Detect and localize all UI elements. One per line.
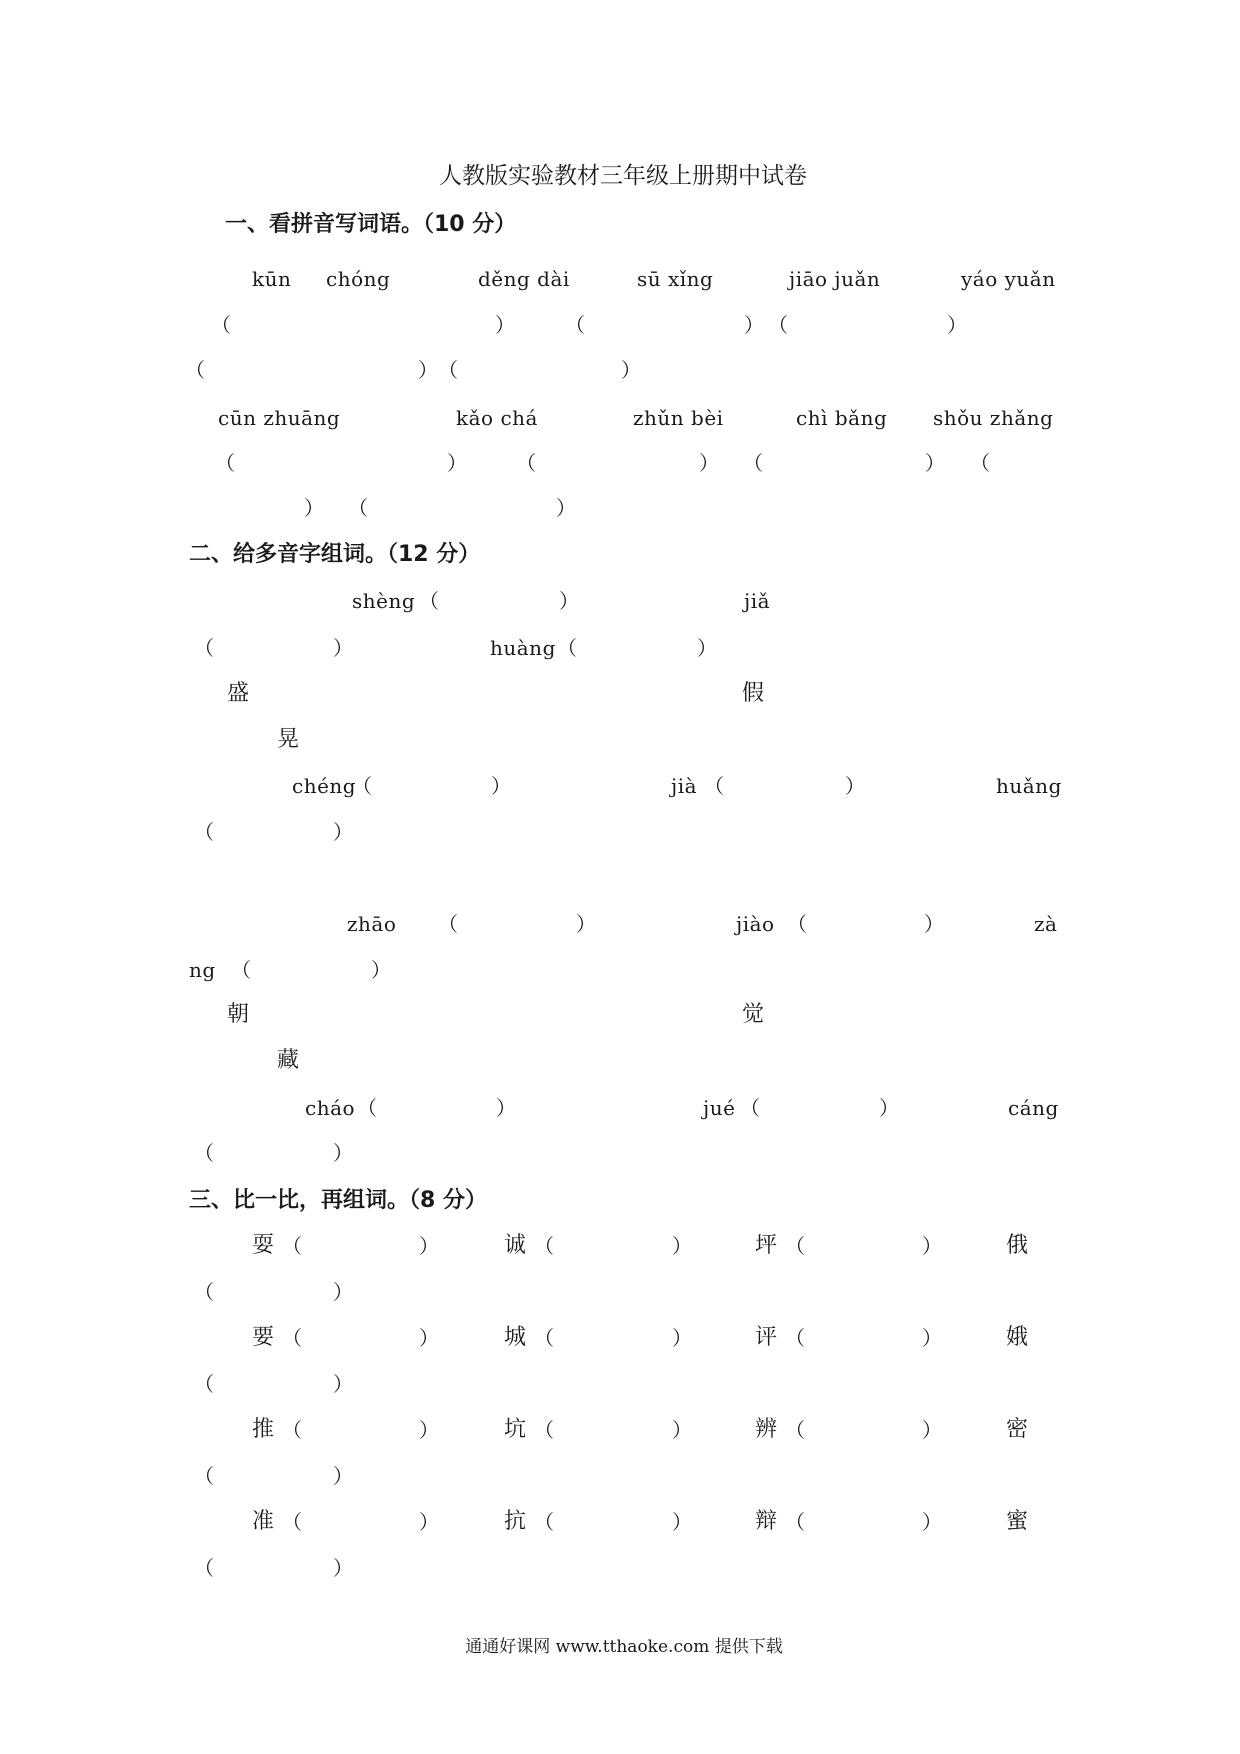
reading-label: jué xyxy=(703,1096,736,1120)
answer-paren-open: （ xyxy=(231,958,251,982)
answer-paren-open: （ xyxy=(194,1464,214,1488)
compare-char: 娥 xyxy=(1006,1325,1029,1350)
answer-paren-close: ） xyxy=(576,912,596,936)
answer-paren-open: （ xyxy=(185,358,205,382)
answer-paren-close: ） xyxy=(333,1280,353,1304)
compare-char: 抗 xyxy=(504,1509,527,1534)
answer-paren-open: （ xyxy=(357,1096,377,1120)
answer-paren-close: ） xyxy=(333,1464,353,1488)
answer-paren-open: （ xyxy=(970,451,990,475)
answer-paren-close: ） xyxy=(672,1510,692,1534)
polyphone-char: 觉 xyxy=(742,1002,765,1027)
reading-label: huàng xyxy=(490,636,556,660)
answer-paren-close: ） xyxy=(845,774,865,798)
answer-paren-close: ） xyxy=(922,1326,942,1350)
pinyin-label: sū xǐng xyxy=(637,267,714,291)
answer-paren-close: ） xyxy=(672,1326,692,1350)
polyphone-char: 盛 xyxy=(227,681,250,706)
answer-paren-open: （ xyxy=(785,1234,805,1258)
reading-label: jiào xyxy=(736,912,775,936)
answer-paren-close: ） xyxy=(672,1418,692,1442)
reading-label: chéng xyxy=(292,774,357,798)
reading-label: jià xyxy=(671,774,698,798)
answer-paren-open: （ xyxy=(768,313,788,337)
answer-paren-open: （ xyxy=(194,1280,214,1304)
pinyin-label: chóng xyxy=(326,267,391,291)
answer-paren-open: （ xyxy=(534,1234,554,1258)
compare-char: 密 xyxy=(1006,1417,1029,1442)
answer-paren-open: （ xyxy=(282,1510,302,1534)
compare-char: 辨 xyxy=(755,1417,778,1442)
answer-paren-open: （ xyxy=(215,451,235,475)
answer-paren-close: ） xyxy=(697,636,717,660)
answer-paren-open: （ xyxy=(534,1510,554,1534)
answer-paren-open: （ xyxy=(557,636,577,660)
reading-label: cháo xyxy=(305,1096,356,1120)
pinyin-label: jiāo juǎn xyxy=(789,267,881,291)
compare-char: 诚 xyxy=(504,1233,527,1258)
answer-paren-close: ） xyxy=(559,589,579,613)
exam-title: 人教版实验教材三年级上册期中试卷 xyxy=(439,163,807,189)
answer-paren-open: （ xyxy=(785,1510,805,1534)
answer-paren-open: （ xyxy=(194,1372,214,1396)
answer-paren-open: （ xyxy=(516,451,536,475)
answer-paren-close: ） xyxy=(419,1510,439,1534)
answer-paren-close: ） xyxy=(925,451,945,475)
answer-paren-close: ） xyxy=(419,1326,439,1350)
compare-char: 评 xyxy=(755,1325,778,1350)
polyphone-char: 假 xyxy=(742,681,765,706)
polyphone-char: 晃 xyxy=(277,727,300,752)
compare-char: 辩 xyxy=(755,1509,778,1534)
pinyin-label: shǒu zhǎng xyxy=(933,406,1054,430)
pinyin-label: cūn zhuāng xyxy=(218,406,341,430)
pinyin-label: yáo yuǎn xyxy=(961,267,1056,291)
answer-paren-close: ） xyxy=(922,1418,942,1442)
answer-paren-close: ） xyxy=(922,1234,942,1258)
answer-paren-open: （ xyxy=(565,313,585,337)
answer-paren-close: ） xyxy=(333,1372,353,1396)
pinyin-label: zhǔn bèi xyxy=(633,406,724,430)
answer-paren-close: ） xyxy=(699,451,719,475)
answer-paren-close: ） xyxy=(947,313,967,337)
answer-paren-open: （ xyxy=(194,636,214,660)
answer-paren-open: （ xyxy=(352,774,372,798)
answer-paren-open: （ xyxy=(787,912,807,936)
polyphone-char: 藏 xyxy=(277,1048,300,1073)
answer-paren-close: ） xyxy=(419,1418,439,1442)
reading-label: cáng xyxy=(1008,1096,1059,1120)
answer-paren-open: （ xyxy=(282,1326,302,1350)
answer-paren-open: （ xyxy=(704,774,724,798)
reading-label: huǎng xyxy=(996,774,1062,798)
answer-paren-open: （ xyxy=(194,820,214,844)
reading-label: jiǎ xyxy=(744,589,771,613)
compare-char: 坑 xyxy=(504,1417,527,1442)
answer-paren-close: ） xyxy=(879,1096,899,1120)
answer-paren-open: （ xyxy=(534,1326,554,1350)
compare-char: 城 xyxy=(504,1325,527,1350)
answer-paren-open: （ xyxy=(282,1418,302,1442)
answer-paren-open: （ xyxy=(534,1418,554,1442)
answer-paren-open: （ xyxy=(785,1418,805,1442)
compare-char: 准 xyxy=(252,1509,275,1534)
compare-char: 推 xyxy=(252,1417,275,1442)
section-2-heading: 二、给多音字组词。（12 分） xyxy=(189,542,481,567)
answer-paren-open: （ xyxy=(740,1096,760,1120)
footer-credit: 通通好课网 www.tthaoke.com 提供下载 xyxy=(465,1637,783,1657)
answer-paren-close: ） xyxy=(621,358,641,382)
reading-label: zà xyxy=(1034,912,1058,936)
reading-label: ng xyxy=(189,958,216,982)
answer-paren-close: ） xyxy=(496,1096,516,1120)
answer-paren-close: ） xyxy=(418,358,438,382)
answer-paren-close: ） xyxy=(333,1141,353,1165)
answer-paren-open: （ xyxy=(194,1141,214,1165)
answer-paren-open: （ xyxy=(438,912,458,936)
answer-paren-close: ） xyxy=(333,820,353,844)
polyphone-char: 朝 xyxy=(227,1002,250,1027)
answer-paren-open: （ xyxy=(211,313,231,337)
compare-char: 俄 xyxy=(1006,1233,1029,1258)
answer-paren-close: ） xyxy=(672,1234,692,1258)
answer-paren-close: ） xyxy=(924,912,944,936)
answer-paren-open: （ xyxy=(785,1326,805,1350)
compare-char: 蜜 xyxy=(1006,1509,1029,1534)
answer-paren-open: （ xyxy=(419,589,439,613)
answer-paren-close: ） xyxy=(304,496,324,520)
answer-paren-close: ） xyxy=(419,1234,439,1258)
answer-paren-close: ） xyxy=(333,636,353,660)
answer-paren-open: （ xyxy=(348,496,368,520)
pinyin-label: kǎo chá xyxy=(456,406,538,430)
answer-paren-open: （ xyxy=(282,1234,302,1258)
reading-label: zhāo xyxy=(347,912,397,936)
pinyin-label: děng dài xyxy=(478,267,570,291)
answer-paren-close: ） xyxy=(744,313,764,337)
answer-paren-open: （ xyxy=(438,358,458,382)
answer-paren-open: （ xyxy=(194,1556,214,1580)
answer-paren-close: ） xyxy=(556,496,576,520)
pinyin-label: kūn xyxy=(252,267,292,291)
section-1-heading: 一、看拼音写词语。（10 分） xyxy=(225,212,517,237)
answer-paren-close: ） xyxy=(922,1510,942,1534)
answer-paren-close: ） xyxy=(491,774,511,798)
answer-paren-close: ） xyxy=(447,451,467,475)
compare-char: 耍 xyxy=(252,1233,275,1258)
pinyin-label: chì bǎng xyxy=(796,406,888,430)
answer-paren-open: （ xyxy=(743,451,763,475)
compare-char: 要 xyxy=(252,1325,275,1350)
answer-paren-close: ） xyxy=(333,1556,353,1580)
compare-char: 坪 xyxy=(755,1233,778,1258)
answer-paren-close: ） xyxy=(495,313,515,337)
reading-label: shèng xyxy=(352,589,416,613)
section-3-heading: 三、比一比，再组词。（8 分） xyxy=(189,1188,487,1213)
answer-paren-close: ） xyxy=(371,958,391,982)
